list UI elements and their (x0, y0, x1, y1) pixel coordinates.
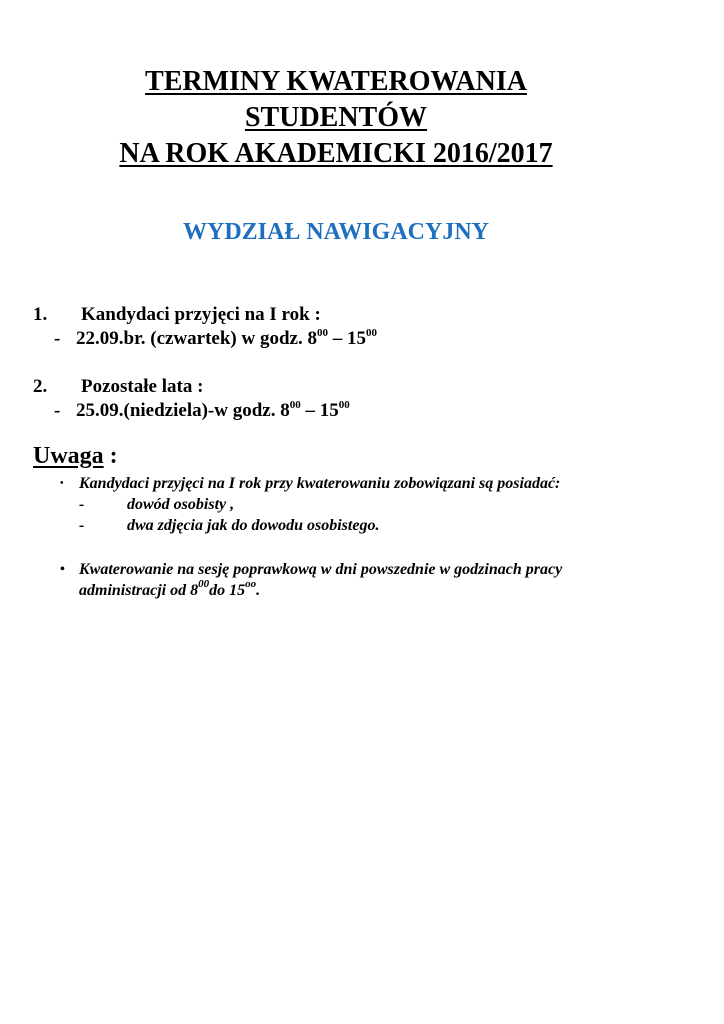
bullet-icon: • (60, 562, 65, 577)
note-subitem (60, 515, 560, 536)
dash-marker: - (54, 400, 61, 421)
time-end-minutes: 00 (338, 399, 350, 411)
note-text-part: administracji od 8 (79, 582, 199, 599)
section-first-year (33, 303, 377, 351)
time-end-minutes: 00 (365, 327, 377, 339)
note-item-resit-session (60, 559, 562, 601)
note-heading-colon: : (109, 443, 118, 469)
section-date-row (33, 327, 377, 351)
time-separator: – 15 (300, 400, 339, 421)
dash-marker: - (54, 328, 61, 349)
section-title: Kandydaci przyjęci na I rok : (81, 304, 321, 325)
note-item-text: Kwaterowanie na sesję poprawkową w dni powszednie w godzinach pracy (79, 561, 563, 578)
note-item-text: Kandydaci przyjęci na I rok przy kwaterowaniu zobowiązani są posiadać: (79, 475, 561, 492)
section-title: Pozostałe lata : (81, 376, 204, 397)
dash-marker: - (79, 517, 85, 534)
bullet-icon: • (60, 478, 64, 489)
section-heading (33, 375, 350, 399)
title-line-2: STUDENTÓW (244, 102, 428, 133)
note-subitem-text: dowód osobisty , (127, 496, 235, 513)
time-start-minutes: 00 (289, 399, 301, 411)
time-separator: – 15 (327, 328, 366, 349)
time-end-minutes: oo (245, 578, 257, 590)
time-start-minutes: 00 (316, 327, 328, 339)
note-item-documents (60, 473, 560, 536)
time-start-minutes: 00 (198, 578, 210, 590)
note-subitem (60, 494, 560, 515)
note-text-part: . (256, 582, 261, 599)
section-number: 1. (33, 304, 48, 325)
date-text: 22.09.br. (czwartek) w godz. 8 (76, 328, 317, 349)
title-line-3: NA ROK AKADEMICKI 2016/2017 (119, 138, 553, 169)
note-subitem-text: dwa zdjęcia jak do dowodu osobistego. (127, 517, 380, 534)
note-item-line (60, 473, 560, 494)
section-other-years (33, 375, 350, 423)
dash-marker: - (79, 496, 85, 513)
note-item-line (60, 559, 562, 580)
section-heading (33, 303, 377, 327)
note-text-part: do 15 (209, 582, 246, 599)
note-heading-text: Uwaga (33, 443, 104, 469)
section-date-row (33, 399, 350, 423)
note-heading (33, 443, 118, 470)
document-title (0, 64, 672, 172)
note-item-line (60, 580, 562, 601)
section-number: 2. (33, 376, 48, 397)
title-line-1: TERMINY KWATEROWANIA (145, 66, 527, 97)
faculty-heading: WYDZIAŁ NAWIGACYJNY (182, 219, 490, 245)
date-text: 25.09.(niedziela)-w godz. 8 (76, 400, 290, 421)
